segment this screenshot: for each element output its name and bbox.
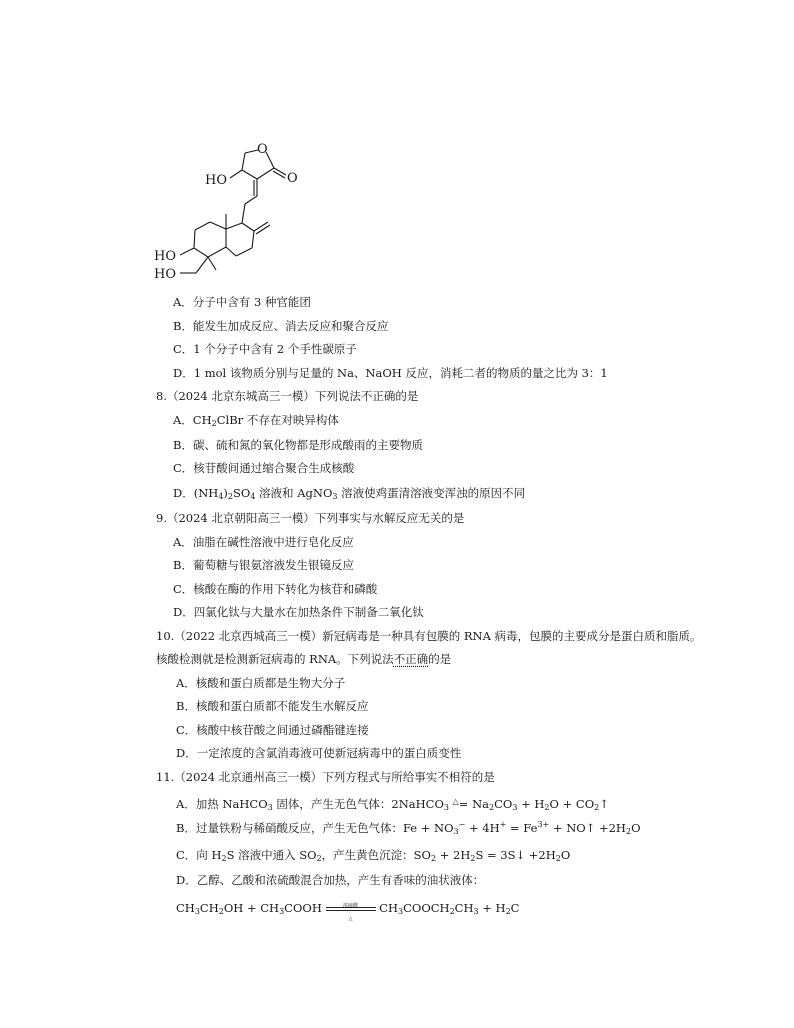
atom-label-hydroxyl-1: HO [205, 173, 227, 188]
q8-stem: 8.（2024 北京东城高三一模）下列说法不正确的是 [156, 389, 419, 403]
q10-option-c: C．核酸中核苷酸之间通过磷酯键连接 [176, 723, 369, 737]
q10-option-b: B．核酸和蛋白质都不能发生水解反应 [176, 699, 369, 713]
condition-catalyst: 浓硫酸 [343, 903, 359, 909]
atom-label-ring-oxygen: O [257, 142, 268, 157]
q11-equation-d [176, 901, 520, 922]
q9-option-b: B．葡萄糖与银氨溶液发生银镜反应 [173, 558, 354, 572]
equation-reactants: $CH_3CH_2OH$ + $CH_3COOH$ [176, 901, 322, 916]
q10-stem: 10.（2022 北京西城高三一模）新冠病毒是一种具有包膜的 RNA 病毒，包膜的主要成分是蛋白质和脂质。 [156, 629, 702, 643]
q11-option-a: A．加热 NaHCO$_3$ 固体，产生无色气体：2NaHCO$_3$ $^\triangle= Na_2CO_3 + H_2O$ + $CO_2↑$ [176, 797, 609, 812]
q10-option-d: D．一定浓度的含氯消毒液可使新冠病毒中的蛋白质变性 [176, 746, 462, 760]
q7-option-a: A．分子中含有 3 种官能团 [173, 295, 311, 309]
q8-option-c: C．核苷酸间通过缩合聚合生成核酸 [173, 461, 355, 475]
q11-option-b: B．过量铁粉与稀硝酸反应，产生无色气体：$Fe + NO_3^- + 4H^+ = Fe^{3+}$ + NO↑ $+2H_2O$ [176, 820, 641, 836]
q11-option-c: C．向 $H_2S$ 溶液中通入 $SO_2$，产生黄色沉淀：$SO_2 + 2H_2S$ = 3S↓ $+2H_2O$ [176, 848, 571, 863]
q7-option-b: B．能发生加成反应、消去反应和聚合反应 [173, 319, 389, 333]
q10-option-a: A．核酸和蛋白质都是生物大分子 [176, 676, 346, 690]
q7-option-d: D．1 mol 该物质分别与足量的 Na、NaOH 反应，消耗二者的物质的量之比为 3：1 [173, 366, 608, 380]
q9-option-c: C．核酸在酶的作用下转化为核苷和磷酸 [173, 582, 378, 596]
q11-option-d: D．乙醇、乙酸和浓硫酸混合加热，产生有香味的油状液体： [176, 873, 485, 887]
q8-option-d: D．$(NH_4)_2SO_4$ 溶液和 AgNO$_3$ 溶液使鸡蛋清溶液变浑浊的原因不同 [173, 486, 526, 501]
atom-label-carbonyl-oxygen: O [287, 171, 298, 186]
molecule-diagram [148, 140, 308, 290]
atom-label-hydroxyl-2: HO [154, 249, 176, 264]
q9-option-d: D．四氯化钛与大量水在加热条件下制备二氧化钛 [173, 605, 424, 619]
equation-products: $CH_3COOCH_2CH_3 + H_2C$ [379, 901, 520, 916]
q9-option-a: A．油脂在碱性溶液中进行皂化反应 [173, 535, 354, 549]
q7-option-c: C．1 个分子中含有 2 个手性碳原子 [173, 342, 357, 356]
q8-option-a: A．$CH_2ClBr$ 不存在对映异构体 [173, 413, 339, 428]
condition-heat: △ [348, 916, 353, 922]
q10-stem-continued: 核酸检测就是检测新冠病毒的 RNA。下列说法不正确的是 [156, 652, 452, 666]
q9-stem: 9.（2024 北京朝阳高三一模）下列事实与水解反应无关的是 [156, 511, 465, 525]
q11-stem: 11.（2024 北京通州高三一模）下列方程式与所给事实不相符的是 [156, 770, 495, 784]
q8-option-b: B．碳、硫和氮的氧化物都是形成酸雨的主要物质 [173, 438, 423, 452]
atom-label-hydroxyl-3: HO [154, 267, 176, 282]
molecule-structure [148, 140, 308, 290]
reversible-arrow [326, 902, 376, 922]
